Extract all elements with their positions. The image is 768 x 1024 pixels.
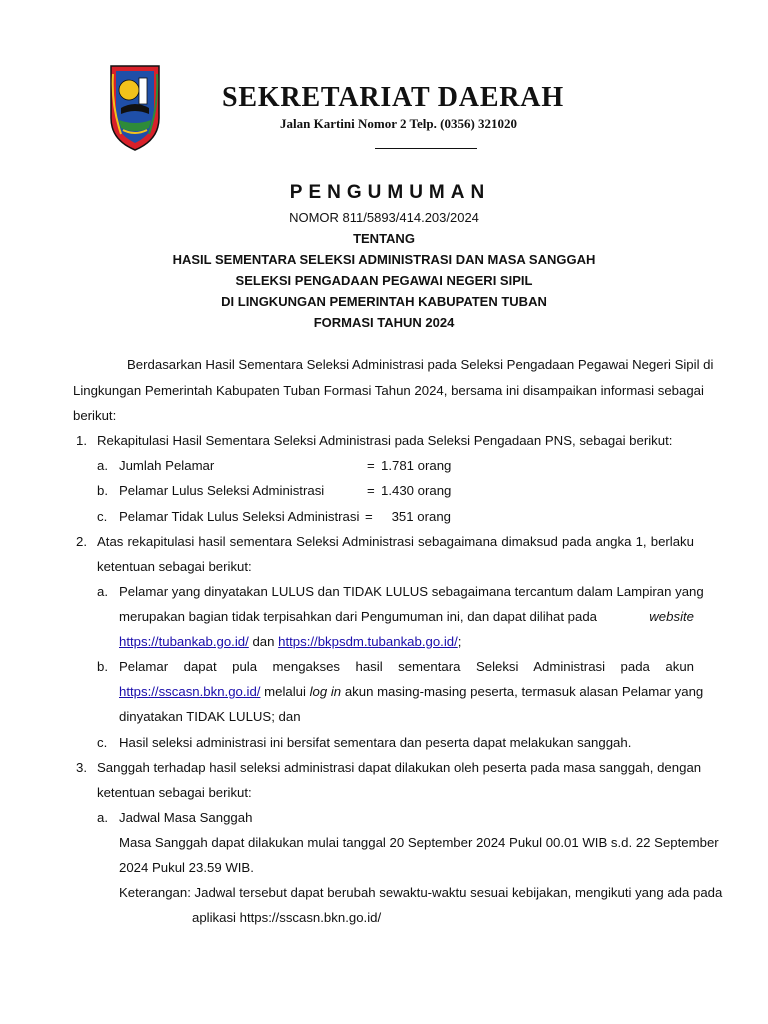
item-text: Rekapitulasi Hasil Sementara Seleksi Administrasi pada Seleksi Pengadaan PNS, sebagai berikut: (97, 433, 673, 448)
sub-item-text: merupakan bagian tidak terpisahkan dari Pengumuman ini, dan dapat dilihat pada (119, 609, 598, 624)
tubankab-link[interactable]: https://tubankab.go.id/ (119, 634, 249, 649)
sub-item-line (119, 634, 461, 650)
sub-marker: a. (97, 810, 108, 825)
intro-paragraph-line: Lingkungan Pemerintah Kabupaten Tuban Formasi Tahun 2024, bersama ini disampaikan informasi sebagai (73, 383, 704, 398)
stat-label: Jumlah Pelamar (119, 458, 215, 473)
list-marker: 3. (76, 760, 87, 775)
sub-marker: b. (97, 659, 108, 674)
organization-address: Jalan Kartini Nomor 2 Telp. (0356) 321020 (280, 116, 518, 131)
punctuation: ; (457, 634, 462, 649)
stat-label: Pelamar Tidak Lulus Seleksi Administrasi (119, 509, 360, 524)
announcement-title: PENGUMUMAN (289, 182, 491, 203)
intro-paragraph-line: berikut: (73, 408, 117, 423)
and-word: dan (252, 634, 275, 649)
sub-marker: c. (97, 735, 108, 750)
sub-item-text: Pelamar yang dinyatakan LULUS dan TIDAK LULUS sebagaimana tercantum dalam Lampiran yang (119, 584, 704, 599)
sub-item-text: Pelamar dapat pula mengakses hasil sementara Seleksi Administrasi pada akun (119, 659, 694, 674)
sub-item-line (119, 609, 694, 625)
list-marker: 2. (76, 534, 87, 549)
sub-marker: c. (97, 509, 108, 524)
sub-marker: b. (97, 483, 108, 498)
subject-line: DI LINGKUNGAN PEMERINTAH KABUPATEN TUBAN (221, 294, 547, 309)
login-word: log in (309, 684, 342, 699)
stat-equals: = (367, 483, 375, 498)
subject-line: SELEKSI PENGADAAN PEGAWAI NEGERI SIPIL (235, 273, 533, 288)
item-text: Atas rekapitulasi hasil sementara Seleksi Administrasi sebagaimana dimaksud pada angka 1, berlaku (97, 534, 694, 549)
sub-item-text: Hasil seleksi administrasi ini bersifat sementara dan peserta dapat melakukan sanggah. (119, 735, 632, 750)
sub-item-text: Masa Sanggah dapat dilakukan mulai tanggal 20 September 2024 Pukul 00.01 WIB s.d. 22 September (119, 835, 719, 850)
website-word: website (649, 609, 694, 624)
sub-marker: a. (97, 584, 108, 599)
list-marker: 1. (76, 433, 87, 448)
stat-value: 1.781 orang (381, 458, 452, 473)
sscasn-link[interactable]: https://sscasn.bkn.go.id/ (119, 684, 261, 699)
note-text: aplikasi https://sscasn.bkn.go.id/ (192, 910, 382, 925)
note-text: Keterangan: Jadwal tersebut dapat berubah sewaktu-waktu sesuai kebijakan, mengikuti yang ada pada (119, 885, 723, 900)
item-text: ketentuan sebagai berikut: (97, 559, 252, 574)
sub-item-line (119, 684, 703, 700)
organization-title: SEKRETARIAT DAERAH (222, 82, 564, 113)
stat-equals: = (367, 458, 375, 473)
kabupaten-tuban-emblem-logo (109, 64, 161, 152)
bkpsdm-link[interactable]: https://bkpsdm.tubankab.go.id/ (278, 634, 458, 649)
stat-label: Pelamar Lulus Seleksi Administrasi (119, 483, 325, 498)
stat-equals: = (365, 509, 373, 524)
intro-paragraph-line: Berdasarkan Hasil Sementara Seleksi Administrasi pada Seleksi Pengadaan Pegawai Negeri Sipil di (127, 357, 714, 372)
sub-item-text: dinyatakan TIDAK LULUS; dan (119, 709, 301, 724)
announcement-number: NOMOR 811/5893/414.203/2024 (289, 210, 479, 225)
sub-item-heading: Jadwal Masa Sanggah (119, 810, 253, 825)
sub-item-text: melalui (264, 684, 306, 699)
sub-item-text: 2024 Pukul 23.59 WIB. (119, 860, 254, 875)
letterhead-rule (375, 148, 477, 149)
sub-marker: a. (97, 458, 108, 473)
item-text: ketentuan sebagai berikut: (97, 785, 252, 800)
stat-value: 351 orang (391, 509, 451, 524)
subject-line: HASIL SEMENTARA SELEKSI ADMINISTRASI DAN MASA SANGGAH (172, 252, 596, 267)
subject-line: FORMASI TAHUN 2024 (313, 315, 455, 330)
sub-item-text: akun masing-masing peserta, termasuk alasan Pelamar yang (344, 684, 704, 699)
item-text: Sanggah terhadap hasil seleksi administrasi dapat dilakukan oleh peserta pada masa sanggah, dengan (97, 760, 702, 775)
announcement-about: TENTANG (353, 231, 415, 246)
stat-value: 1.430 orang (381, 483, 452, 498)
